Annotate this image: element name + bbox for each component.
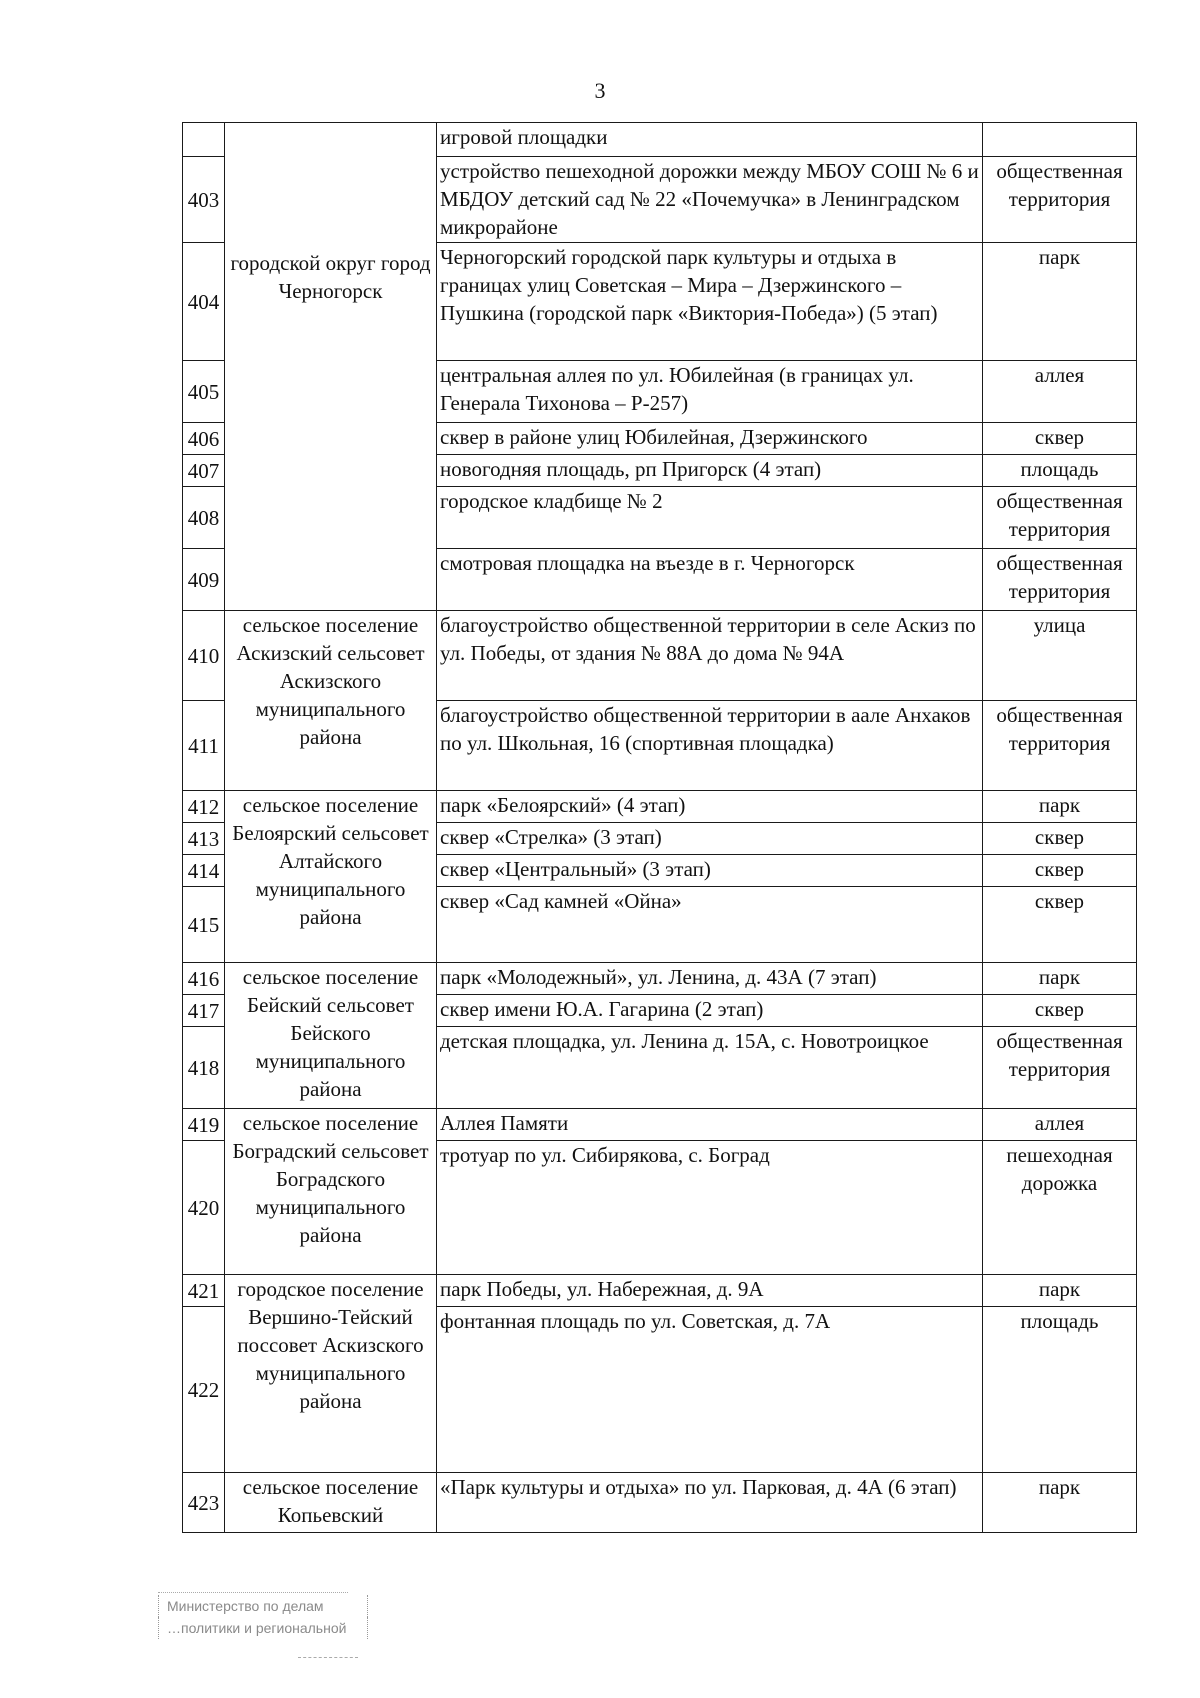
- page-number: 3: [594, 78, 606, 103]
- object-cell: устройство пешеходной дорожки между МБОУ СОШ № 6 и МБДОУ детский сад № 22 «Почемучка» в Ленинградском микрорайоне: [437, 157, 983, 243]
- type-cell: парк: [983, 243, 1137, 361]
- object-cell: центральная аллея по ул. Юбилейная (в границах ул. Генерала Тихонова – Р-257): [437, 361, 983, 423]
- municipality-cell: [225, 123, 437, 611]
- object-cell: смотровая площадка на въезде в г. Черногорск: [437, 549, 983, 611]
- municipality-cell: сельское поселение Бейский сельсовет Бейского муниципального района: [225, 963, 437, 1109]
- type-cell: улица: [983, 611, 1137, 701]
- type-cell: аллея: [983, 1109, 1137, 1141]
- type-cell: [983, 123, 1137, 157]
- stamp-line-2: …политики и региональной: [158, 1617, 368, 1639]
- ministry-stamp: [158, 1592, 368, 1682]
- object-cell: парк «Белоярский» (4 этап): [437, 791, 983, 823]
- municipality-cell: сельское поселение Копьевский: [225, 1473, 437, 1533]
- object-cell: городское кладбище № 2: [437, 487, 983, 549]
- object-cell: тротуар по ул. Сибирякова, с. Боград: [437, 1141, 983, 1275]
- type-cell: общественная территория: [983, 549, 1137, 611]
- type-cell: сквер: [983, 855, 1137, 887]
- object-cell: сквер имени Ю.А. Гагарина (2 этап): [437, 995, 983, 1027]
- object-cell: фонтанная площадь по ул. Советская, д. 7А: [437, 1307, 983, 1473]
- type-cell: парк: [983, 1275, 1137, 1307]
- object-cell: Аллея Памяти: [437, 1109, 983, 1141]
- row-number-cell: 405: [183, 361, 225, 423]
- table-row: [183, 1275, 1137, 1307]
- type-cell: сквер: [983, 887, 1137, 963]
- municipality-cell: сельское поселение Боградский сельсовет Боградского муниципального района: [225, 1109, 437, 1275]
- row-number-cell: 416: [183, 963, 225, 995]
- row-number-cell: 406: [183, 423, 225, 455]
- type-cell: парк: [983, 1473, 1137, 1533]
- improvement-objects-table: [182, 122, 1137, 1533]
- type-cell: сквер: [983, 423, 1137, 455]
- row-number-cell: 410: [183, 611, 225, 701]
- object-cell: Черногорский городской парк культуры и отдыха в границах улиц Советская – Мира – Дзержинского – Пушкина (городской парк «Виктория-Победа») (5 этап): [437, 243, 983, 361]
- row-number-cell: 412: [183, 791, 225, 823]
- type-cell: общественная территория: [983, 487, 1137, 549]
- object-cell: новогодняя площадь, рп Пригорск (4 этап): [437, 455, 983, 487]
- type-cell: сквер: [983, 823, 1137, 855]
- table-row: [183, 963, 1137, 995]
- object-cell: сквер в районе улиц Юбилейная, Дзержинского: [437, 423, 983, 455]
- row-number-cell: 409: [183, 549, 225, 611]
- row-number-cell: 404: [183, 243, 225, 361]
- row-number-cell: [183, 123, 225, 157]
- row-number-cell: 407: [183, 455, 225, 487]
- type-cell: общественная территория: [983, 701, 1137, 791]
- type-cell: общественная территория: [983, 1027, 1137, 1109]
- table-row: [183, 1473, 1137, 1533]
- row-number-cell: 418: [183, 1027, 225, 1109]
- row-number-cell: 423: [183, 1473, 225, 1533]
- stamp-top-border: [158, 1592, 348, 1593]
- table-row: [183, 1109, 1137, 1141]
- row-number-cell: 411: [183, 701, 225, 791]
- object-cell: благоустройство общественной территории в селе Аскиз по ул. Победы, от здания № 88А до дома № 94А: [437, 611, 983, 701]
- type-cell: парк: [983, 791, 1137, 823]
- row-number-cell: 420: [183, 1141, 225, 1275]
- row-number-cell: 403: [183, 157, 225, 243]
- municipality-cell: сельское поселение Аскизский сельсовет Аскизского муниципального района: [225, 611, 437, 791]
- object-cell: сквер «Стрелка» (3 этап): [437, 823, 983, 855]
- type-cell: площадь: [983, 1307, 1137, 1473]
- type-cell: пешеходная дорожка: [983, 1141, 1137, 1275]
- row-number-cell: 419: [183, 1109, 225, 1141]
- object-cell: «Парк культуры и отдыха» по ул. Парковая, д. 4А (6 этап): [437, 1473, 983, 1533]
- row-number-cell: 414: [183, 855, 225, 887]
- object-cell: игровой площадки: [437, 123, 983, 157]
- object-cell: парк Победы, ул. Набережная, д. 9А: [437, 1275, 983, 1307]
- type-cell: аллея: [983, 361, 1137, 423]
- row-number-cell: 421: [183, 1275, 225, 1307]
- type-cell: сквер: [983, 995, 1137, 1027]
- table-row: [183, 791, 1137, 823]
- municipality-cell: сельское поселение Белоярский сельсовет Алтайского муниципального района: [225, 791, 437, 963]
- row-number-cell: 408: [183, 487, 225, 549]
- row-number-cell: 422: [183, 1307, 225, 1473]
- type-cell: парк: [983, 963, 1137, 995]
- type-cell: площадь: [983, 455, 1137, 487]
- row-number-cell: 413: [183, 823, 225, 855]
- object-cell: сквер «Центральный» (3 этап): [437, 855, 983, 887]
- table-row: [183, 611, 1137, 701]
- municipality-name: городской округ город Черногорск: [230, 251, 431, 303]
- type-cell: общественная территория: [983, 157, 1137, 243]
- object-cell: детская площадка, ул. Ленина д. 15А, с. Новотроицкое: [437, 1027, 983, 1109]
- row-number-cell: 417: [183, 995, 225, 1027]
- object-cell: сквер «Сад камней «Ойна»: [437, 887, 983, 963]
- object-cell: благоустройство общественной территории в аале Анхаков по ул. Школьная, 16 (спортивная площадка): [437, 701, 983, 791]
- object-cell: парк «Молодежный», ул. Ленина, д. 43А (7 этап): [437, 963, 983, 995]
- table-row: [183, 123, 1137, 157]
- row-number-cell: 415: [183, 887, 225, 963]
- municipality-cell: городское поселение Вершино-Тейский поссовет Аскизского муниципального района: [225, 1275, 437, 1473]
- stamp-bottom-border: [298, 1657, 358, 1658]
- stamp-line-1: Министерство по делам: [158, 1595, 368, 1617]
